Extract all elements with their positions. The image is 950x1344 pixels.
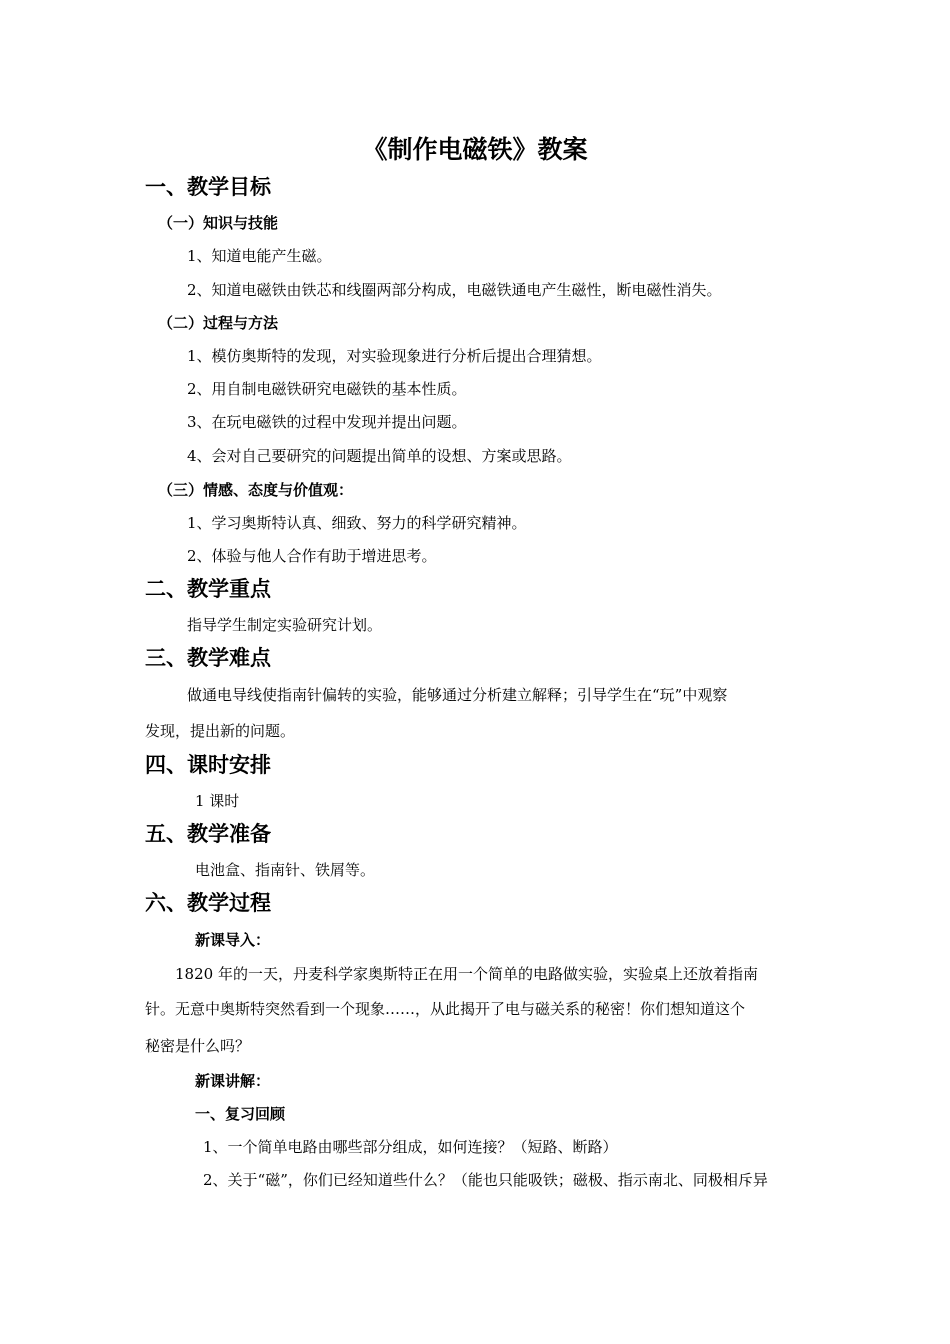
paragraph-line: 发现，提出新的问题。 [145,722,296,740]
document-title: 《制作电磁铁》教案 [362,135,588,164]
paragraph: 1 课时 [195,792,240,810]
list-item: 1、一个简单电路由哪些部分组成，如何连接？（短路、断路） [203,1138,618,1156]
subsection-heading-process: （二）过程与方法 [158,314,279,332]
paragraph-line: 1820 年的一天，丹麦科学家奥斯特正在用一个简单的电路做实验，实验桌上还放着指南 [175,965,758,983]
list-item: 4、会对自己要研究的问题提出简单的设想、方案或思路。 [187,447,572,465]
subsection-heading-lecture: 新课讲解： [195,1072,271,1090]
paragraph: 电池盒、指南针、铁屑等。 [195,861,376,879]
list-item: 3、在玩电磁铁的过程中发现并提出问题。 [187,413,467,431]
subsection-heading-attitude: （三）情感、态度与价值观： [158,481,354,499]
subsection-heading-intro: 新课导入： [195,931,271,949]
section-heading-key-points: 二、教学重点 [145,577,271,601]
paragraph-line: 秘密是什么吗？ [145,1037,251,1055]
list-item: 2、体验与他人合作有助于增进思考。 [187,547,437,565]
list-item: 1、学习奥斯特认真、细致、努力的科学研究精神。 [187,514,527,532]
section-heading-objectives: 一、教学目标 [145,175,271,199]
subsection-heading-knowledge: （一）知识与技能 [158,214,279,232]
list-item: 1、知道电能产生磁。 [187,247,332,265]
list-item: 1、模仿奥斯特的发现，对实验现象进行分析后提出合理猜想。 [187,347,602,365]
paragraph: 指导学生制定实验研究计划。 [187,616,383,634]
paragraph-line: 针。无意中奥斯特突然看到一个现象……，从此揭开了电与磁关系的秘密！你们想知道这个 [145,1000,746,1018]
paragraph-line: 做通电导线使指南针偏转的实验，能够通过分析建立解释；引导学生在“玩”中观察 [187,686,728,704]
section-heading-difficulties: 三、教学难点 [145,646,271,670]
subsection-heading-review: 一、复习回顾 [195,1105,286,1123]
section-heading-preparation: 五、教学准备 [145,822,271,846]
section-heading-schedule: 四、课时安排 [145,753,271,777]
list-item: 2、关于“磁”，你们已经知道些什么？（能也只能吸铁；磁极、指示南北、同极相斥异 [203,1171,768,1189]
list-item: 2、用自制电磁铁研究电磁铁的基本性质。 [187,380,467,398]
section-heading-process: 六、教学过程 [145,891,271,915]
list-item: 2、知道电磁铁由铁芯和线圈两部分构成，电磁铁通电产生磁性，断电磁性消失。 [187,281,722,299]
